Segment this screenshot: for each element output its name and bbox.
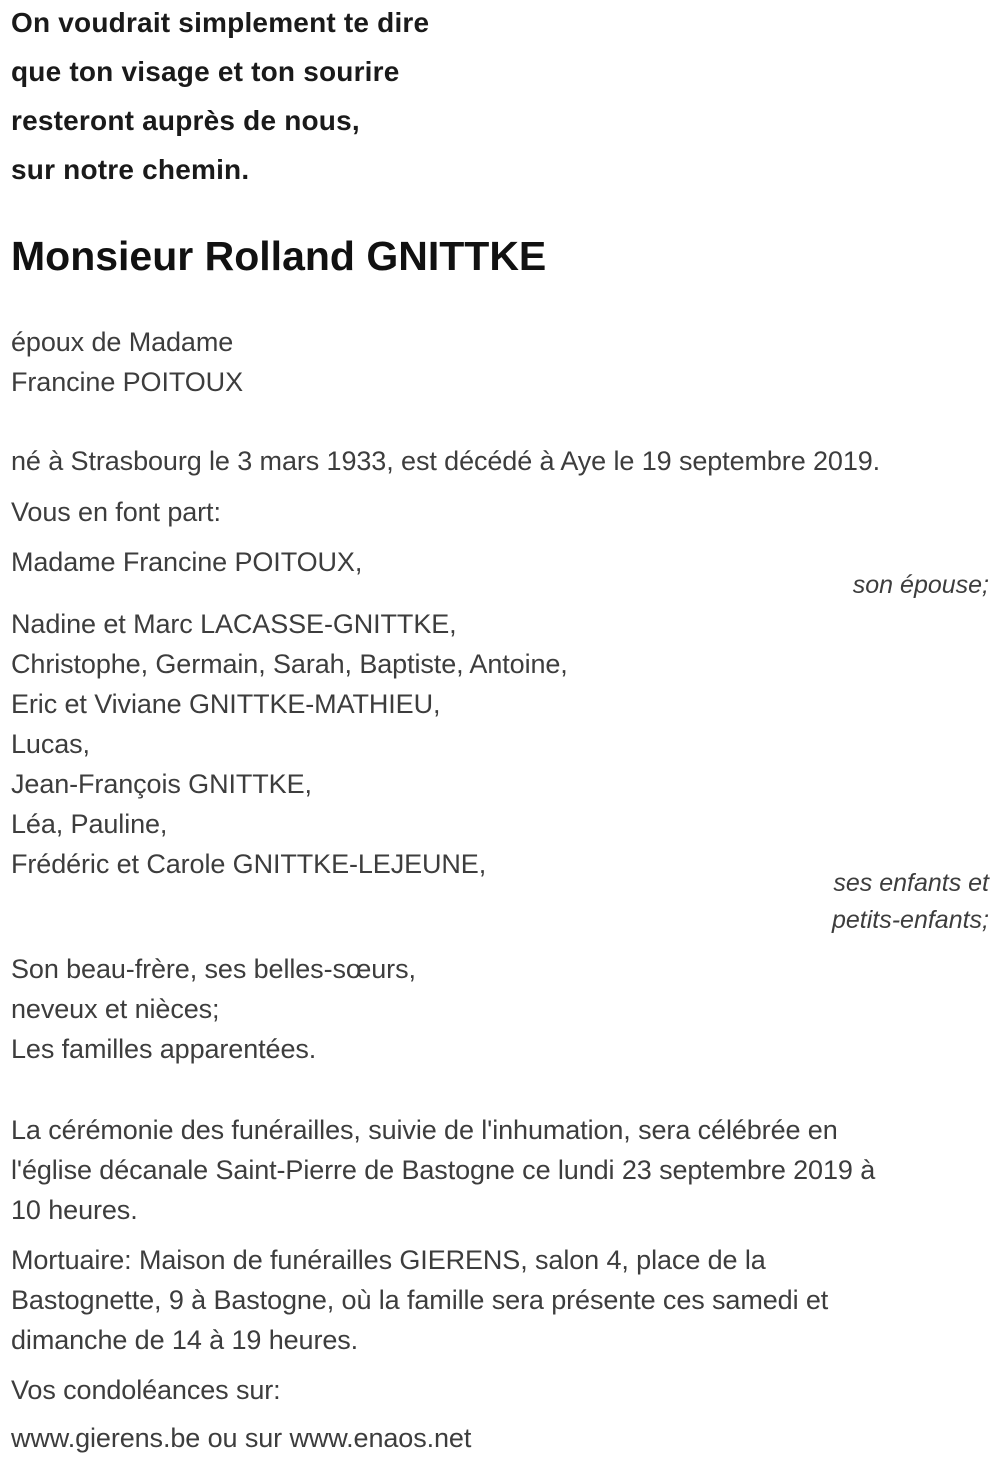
mortuary-line: Bastognette, 9 à Bastogne, où la famille sera présente ces samedi et	[11, 1285, 829, 1315]
relation-line: son épouse;	[852, 571, 989, 599]
announcement-label	[11, 492, 989, 532]
family-name-line: Son beau-frère, ses belles-sœurs,	[11, 954, 416, 984]
family-group-children	[11, 604, 989, 884]
family-name-line: Léa, Pauline,	[11, 809, 168, 839]
ceremony-line: l'église décanale Saint-Pierre de Bastogne ce lundi 23 septembre 2019 à	[11, 1155, 876, 1185]
condolences-websites-text: www.gierens.be ou sur www.enaos.net	[11, 1423, 472, 1453]
family-name-line: Jean-François GNITTKE,	[11, 769, 312, 799]
quote-line: sur notre chemin.	[11, 154, 250, 185]
family-name-line: Les familles apparentées.	[11, 1034, 317, 1064]
family-group-extended	[11, 949, 989, 1069]
condolences-websites	[11, 1418, 989, 1458]
ceremony-line: La cérémonie des funérailles, suivie de l'inhumation, sera célébrée en	[11, 1115, 838, 1145]
quote-line: On voudrait simplement te dire	[11, 7, 430, 38]
family-name-line: Madame Francine POITOUX,	[11, 547, 363, 577]
relation-line: ses enfants et	[833, 869, 989, 897]
relation-line: petits-enfants;	[831, 906, 989, 934]
condolences-label	[11, 1370, 989, 1410]
spouse-intro-line: Francine POITOUX	[11, 367, 243, 397]
quote-line: que ton visage et ton sourire	[11, 56, 400, 87]
opening-quote	[11, 0, 989, 194]
condolences-label-text: Vos condoléances sur:	[11, 1375, 281, 1405]
ceremony-line: 10 heures.	[11, 1195, 138, 1225]
spouse-intro-line: époux de Madame	[11, 327, 234, 357]
quote-line: resteront auprès de nous,	[11, 105, 360, 136]
family-name-line: Christophe, Germain, Sarah, Baptiste, Antoine,	[11, 649, 568, 679]
mortuary-line: Mortuaire: Maison de funérailles GIERENS, salon 4, place de la	[11, 1245, 766, 1275]
life-summary	[11, 441, 989, 481]
deceased-name-title: Monsieur Rolland GNITTKE	[11, 233, 547, 279]
spouse-intro	[11, 322, 989, 402]
ceremony-paragraph	[11, 1110, 989, 1230]
announcement-label-text: Vous en font part:	[11, 497, 221, 527]
life-summary-line: né à Strasbourg le 3 mars 1933, est décédé à Aye le 19 septembre 2019.	[11, 446, 881, 476]
family-name-line: Eric et Viviane GNITTKE-MATHIEU,	[11, 689, 441, 719]
family-name-line: Lucas,	[11, 729, 90, 759]
mortuary-line: dimanche de 14 à 19 heures.	[11, 1325, 359, 1355]
family-name-line: Nadine et Marc LACASSE-GNITTKE,	[11, 609, 457, 639]
family-name-line: Frédéric et Carole GNITTKE-LEJEUNE,	[11, 849, 487, 879]
family-name-line: neveux et nièces;	[11, 994, 220, 1024]
mortuary-paragraph	[11, 1240, 989, 1360]
